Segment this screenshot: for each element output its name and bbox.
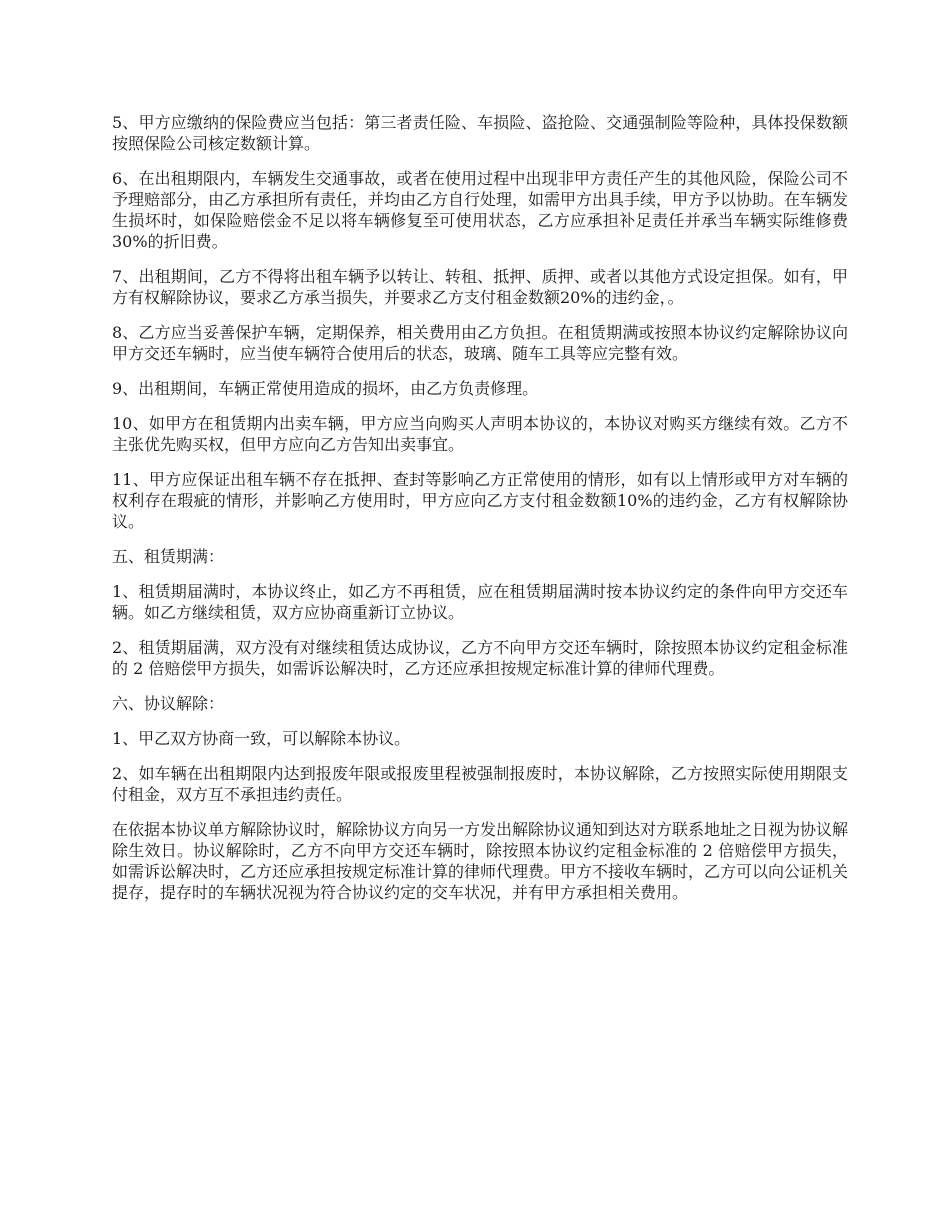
clause-7-no-transfer: 7、出租期间，乙方不得将出租车辆予以转让、转租、抵押、质押、或者以其他方式设定担保。如有，甲方有权解除协议，要求乙方承当损失，并要求乙方支付租金数额20%的违约金，。 [112,267,848,307]
section-heading-lease-expiry: 五、租赁期满： [112,547,225,566]
termination-clause-2: 2、如车辆在出租期限内达到报废年限或报废里程被强制报废时，本协议解除，乙方按照实际使用期限支付租金，双方互不承担违约责任。 [112,764,848,804]
expiry-clause-1: 1、租赁期届满时，本协议终止，如乙方不再租赁，应在租赁期届满时按本协议约定的条件向甲方交还车辆。如乙方继续租赁，双方应协商重新订立协议。 [112,582,848,622]
termination-clause-1: 1、甲乙双方协商一致，可以解除本协议。 [112,729,411,748]
section-heading-termination: 六、协议解除： [112,694,225,713]
clause-8-maintenance: 8、乙方应当妥善保护车辆，定期保养，相关费用由乙方负担。在租赁期满或按照本协议约定解除协议向甲方交还车辆时，应当使车辆符合使用后的状态，玻璃、随车工具等应完整有效。 [112,323,848,363]
clause-11-encumbrance: 11、甲方应保证出租车辆不存在抵押、查封等影响乙方正常使用的情形，如有以上情形或甲方对车辆的权利存在瑕疵的情形，并影响乙方使用时，甲方应向乙方支付租金数额10%的违约金，乙方有权解除协议。 [112,470,848,531]
document-body [112,112,848,917]
termination-notice-paragraph: 在依据本协议单方解除协议时，解除协议方向另一方发出解除协议通知到达对方联系地址之日视为协议解除生效日。协议解除时，乙方不向甲方交还车辆时，除按照本协议约定租金标准的 2 倍赔偿甲方损失，如需诉讼解决时，乙方还应承担按规定标准计算的律师代理费。甲方不接收车辆时，乙方可以向公证机关提存，提存时的车辆状况视为符合协议约定的交车状况，并有甲方承担相关费用。 [112,820,849,902]
expiry-clause-2: 2、租赁期届满，双方没有对继续租赁达成协议，乙方不向甲方交还车辆时，除按照本协议约定租金标准的 2 倍赔偿甲方损失，如需诉讼解决时，乙方还应承担按规定标准计算的律师代理费。 [112,638,848,678]
clause-10-sale: 10、如甲方在租赁期内出卖车辆，甲方应当向购买人声明本协议的，本协议对购买方继续有效。乙方不主张优先购买权，但甲方应向乙方告知出卖事宜。 [112,414,848,454]
clause-9-repair: 9、出租期间，车辆正常使用造成的损坏，由乙方负责修理。 [112,379,539,398]
clause-6-accident: 6、在出租期限内，车辆发生交通事故，或者在使用过程中出现非甲方责任产生的其他风险，保险公司不予理赔部分，由乙方承担所有责任，并均由乙方自行处理，如需甲方出具手续，甲方予以协助。在车辆发生损坏时，如保险赔偿金不足以将车辆修复至可使用状态，乙方应承担补足责任并承当车辆实际维修费30%的折旧费。 [112,169,849,251]
clause-5-insurance: 5、甲方应缴纳的保险费应当包括：第三者责任险、车损险、盗抢险、交通强制险等险种，具体投保数额按照保险公司核定数额计算。 [112,113,848,153]
